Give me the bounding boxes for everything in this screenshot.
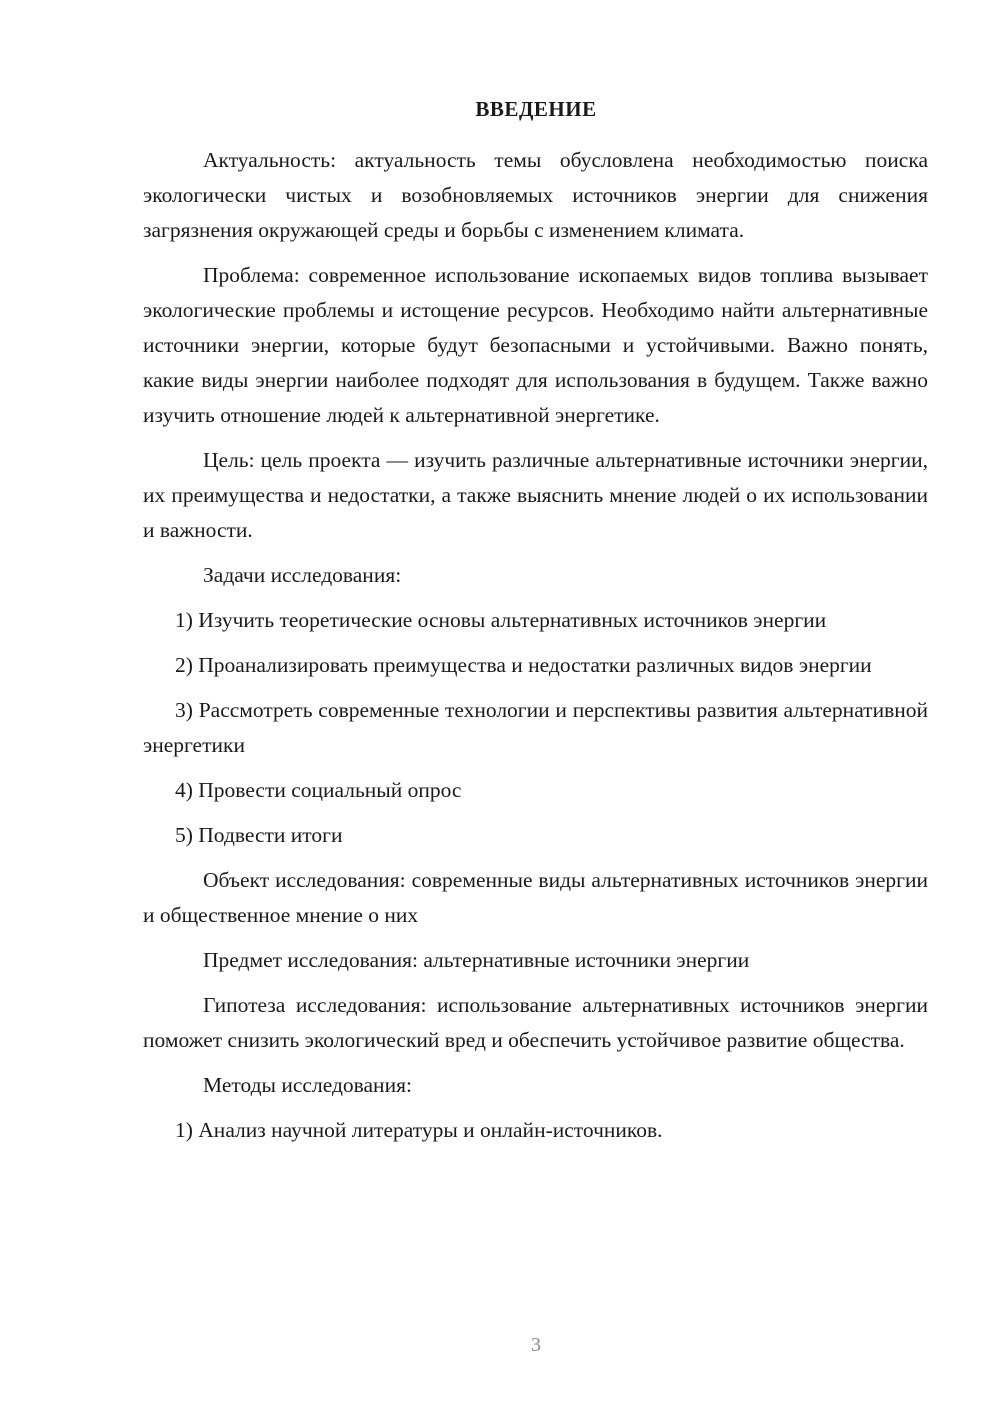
paragraph-subject: Предмет исследования: альтернативные источники энергии — [203, 948, 750, 972]
list-item-task-4: 4) Провести социальный опрос — [175, 778, 462, 802]
list-item-task-1: 1) Изучить теоретические основы альтернативных источников энергии — [175, 608, 827, 632]
page-number: 3 — [531, 1334, 541, 1356]
paragraph-problem: Проблема: современное использование ископаемых видов топлива вызывает экологические проблемы и истощение ресурсов. Необходимо найти альтернативные источники энергии, которые будут безопасными и устойчивыми. Важно понять, какие виды энергии наиболее подходят для использования в будущем. Также важно изучить отношение людей к альтернативной энергетике. — [143, 263, 928, 427]
paragraph-goal: Цель: цель проекта — изучить различные альтернативные источники энергии, их преимущества и недостатки, а также выяснить мнение людей о их использовании и важности. — [143, 448, 928, 542]
paragraph-tasks-heading: Задачи исследования: — [203, 563, 402, 587]
paragraph-object: Объект исследования: современные виды альтернативных источников энергии и общественное мнение о них — [143, 868, 928, 927]
list-item-task-2: 2) Проанализировать преимущества и недостатки различных видов энергии — [175, 653, 872, 677]
list-item-method-1: 1) Анализ научной литературы и онлайн-источников. — [175, 1118, 663, 1142]
paragraph-hypothesis: Гипотеза исследования: использование альтернативных источников энергии поможет снизить экологический вред и обеспечить устойчивое развитие общества. — [143, 993, 928, 1052]
paragraph-relevance: Актуальность: актуальность темы обусловлена необходимостью поиска экологически чистых и возобновляемых источников энергии для снижения загрязнения окружающей среды и борьбы с изменением климата. — [143, 148, 928, 242]
paragraph-methods-heading: Методы исследования: — [203, 1073, 412, 1097]
section-heading: ВВЕДЕНИЕ — [475, 97, 597, 121]
list-item-task-3: 3) Рассмотреть современные технологии и перспективы развития альтернативной энергетики — [143, 698, 928, 757]
list-item-task-5: 5) Подвести итоги — [175, 823, 343, 847]
document-body — [143, 143, 928, 1148]
